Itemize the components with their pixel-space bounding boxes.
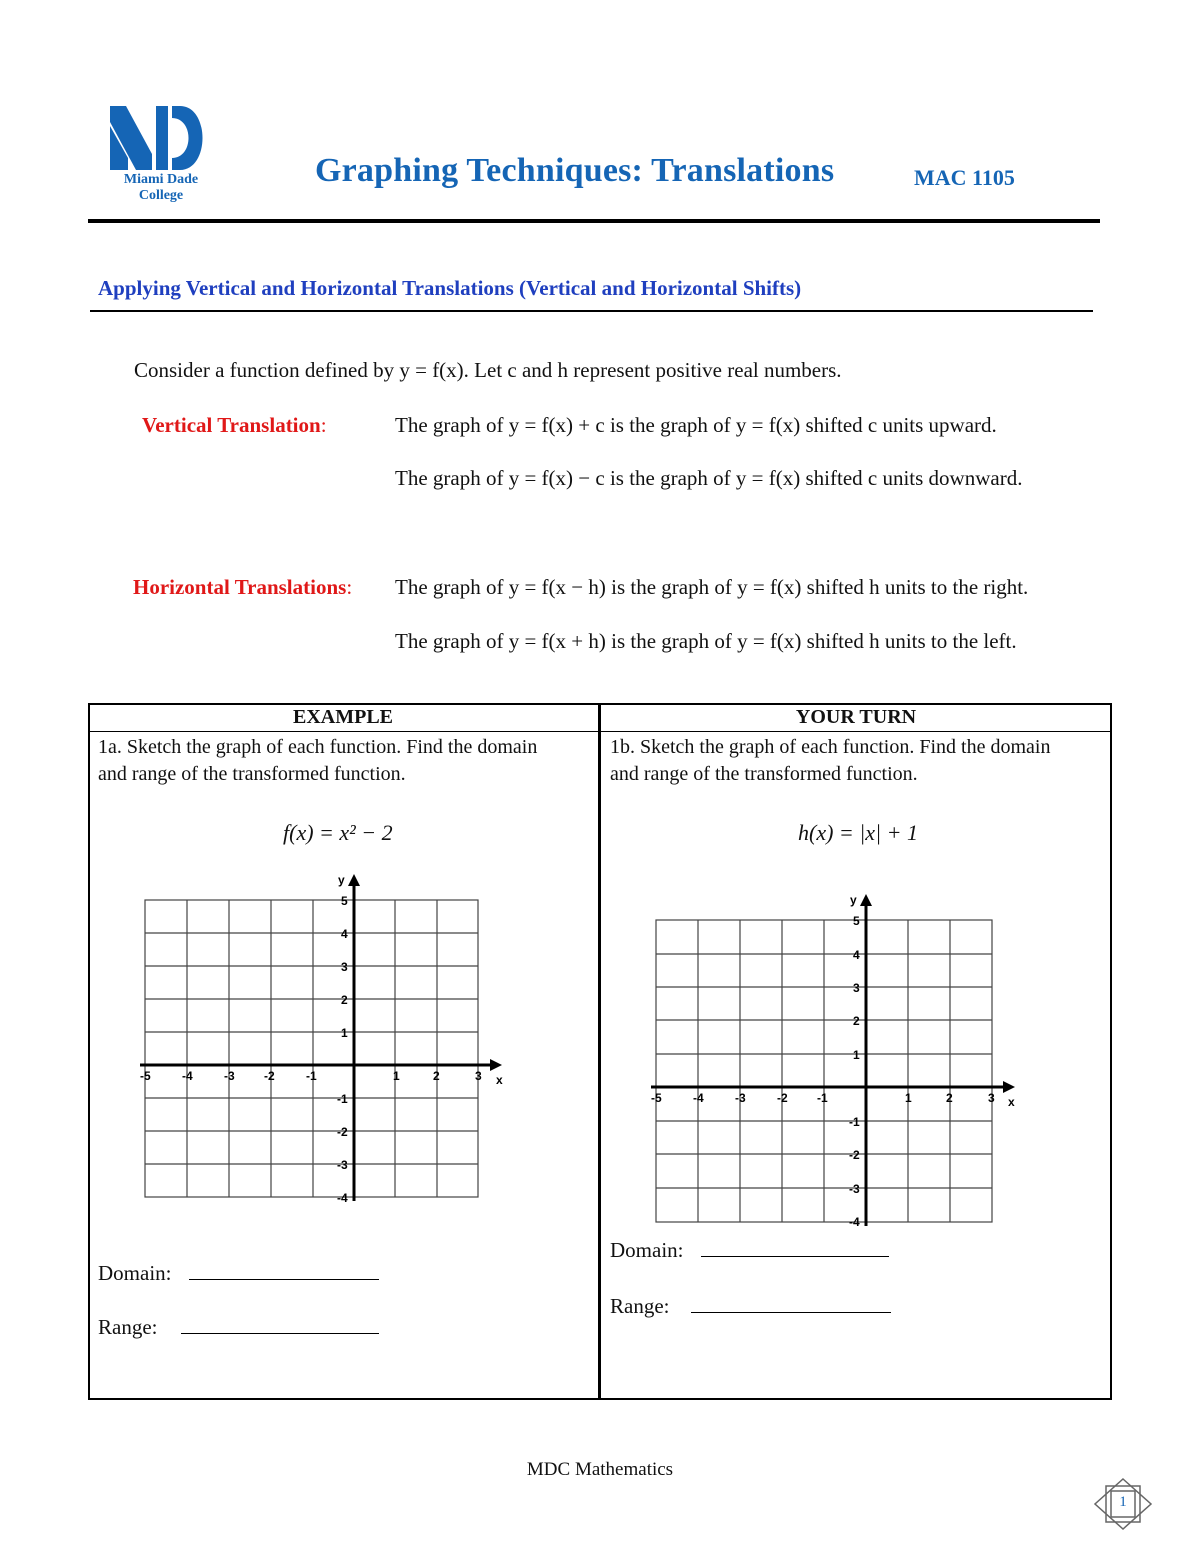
y-tick: -1 <box>849 1115 860 1129</box>
course-code: MAC 1105 <box>914 165 1015 190</box>
example-domain-row <box>98 1261 379 1286</box>
x-tick: -5 <box>140 1069 151 1083</box>
md-logo-icon <box>106 104 216 174</box>
x-tick: -4 <box>693 1091 704 1105</box>
your-turn-prompt: 1b. Sketch the graph of each function. Find the domain and range of the transformed function. <box>610 736 1051 785</box>
vertical-translation-label: Vertical Translation: <box>142 413 327 437</box>
y-tick: 5 <box>341 894 348 908</box>
section-divider <box>90 310 1093 312</box>
horizontal-rule-right: The graph of y = f(x − h) is the graph of y = f(x) shifted h units to the right. <box>395 575 1029 599</box>
example-grid[interactable] <box>130 868 520 1218</box>
x-tick: -1 <box>817 1091 828 1105</box>
logo-line-2: College <box>138 188 184 203</box>
range-answer-blank[interactable] <box>691 1294 891 1313</box>
y-tick: 1 <box>853 1048 860 1062</box>
page-number-badge <box>1094 1478 1152 1530</box>
axes <box>140 884 492 1201</box>
section-title: Applying Vertical and Horizontal Translations (Vertical and Horizontal Shifts) <box>98 276 802 300</box>
grid-lines <box>656 920 992 1222</box>
your-turn-domain-row <box>610 1238 889 1263</box>
x-tick: 3 <box>475 1069 482 1083</box>
y-tick: -1 <box>337 1092 348 1106</box>
y-tick: 4 <box>853 948 860 962</box>
x-axis-arrow-icon <box>490 1059 502 1071</box>
x-tick: 2 <box>946 1091 953 1105</box>
y-tick: -2 <box>337 1125 348 1139</box>
x-tick: -1 <box>306 1069 317 1083</box>
axes <box>651 904 1005 1226</box>
y-axis-label: y <box>850 893 857 907</box>
y-axis-arrow-icon <box>348 874 360 886</box>
x-tick: -5 <box>651 1091 662 1105</box>
your-turn-function: h(x) = |x| + 1 <box>798 820 918 845</box>
x-tick: -3 <box>224 1069 235 1083</box>
x-tick: -4 <box>182 1069 193 1083</box>
range-label: Range: <box>98 1315 158 1339</box>
y-tick: -2 <box>849 1148 860 1162</box>
example-prompt: 1a. Sketch the graph of each function. Find the domain and range of the transformed function. <box>98 736 538 785</box>
y-tick: 2 <box>853 1014 860 1028</box>
intro-consider: Consider a function defined by y = f(x). Let c and h represent positive real numbers. <box>134 358 842 382</box>
domain-label: Domain: <box>610 1238 684 1262</box>
x-tick: 1 <box>393 1069 400 1083</box>
logo-line-1: Miami Dade <box>123 172 199 187</box>
college-logo <box>106 104 216 214</box>
grid-lines <box>145 900 478 1197</box>
y-tick: 1 <box>341 1026 348 1040</box>
y-tick: 3 <box>341 960 348 974</box>
table-header-divider <box>88 731 1112 732</box>
footer-text: MDC Mathematics <box>526 1459 674 1480</box>
vertical-rule-downward: The graph of y = f(x) − c is the graph of y = f(x) shifted c units downward. <box>395 466 1023 490</box>
domain-answer-blank[interactable] <box>701 1238 889 1257</box>
example-range-row <box>98 1315 379 1340</box>
domain-answer-blank[interactable] <box>189 1261 379 1280</box>
x-tick: 3 <box>988 1091 995 1105</box>
example-header: EXAMPLE <box>293 706 393 728</box>
y-tick: -3 <box>337 1158 348 1172</box>
y-tick: 3 <box>853 981 860 995</box>
y-tick: -4 <box>849 1215 860 1229</box>
x-tick: -3 <box>735 1091 746 1105</box>
example-function: f(x) = x² − 2 <box>283 820 393 845</box>
x-tick-labels <box>651 1091 995 1105</box>
y-axis-arrow-icon <box>860 894 872 906</box>
horizontal-translation-label: Horizontal Translations: <box>133 575 353 599</box>
domain-label: Domain: <box>98 1261 172 1285</box>
y-tick: -3 <box>849 1182 860 1196</box>
range-answer-blank[interactable] <box>181 1315 379 1334</box>
x-tick: 1 <box>905 1091 912 1105</box>
y-tick: 2 <box>341 993 348 1007</box>
page-number: 1 <box>1119 1494 1127 1510</box>
x-tick: -2 <box>264 1069 275 1083</box>
y-axis-label: y <box>338 873 345 887</box>
page-title: Graphing Techniques: Translations <box>315 152 835 189</box>
x-axis-label: x <box>1008 1095 1015 1109</box>
your-turn-range-row <box>610 1294 891 1319</box>
your-turn-header: YOUR TURN <box>795 706 917 728</box>
x-tick-labels <box>140 1069 482 1083</box>
x-axis-arrow-icon <box>1003 1081 1015 1093</box>
y-tick: 4 <box>341 927 348 941</box>
range-label: Range: <box>610 1294 670 1318</box>
table-column-divider <box>598 703 601 1400</box>
y-tick-labels <box>337 894 348 1205</box>
x-axis-label: x <box>496 1073 503 1087</box>
header-divider <box>88 219 1100 223</box>
y-tick: 5 <box>853 914 860 928</box>
x-tick: 2 <box>433 1069 440 1083</box>
y-tick-labels <box>849 914 860 1229</box>
vertical-rule-upward: The graph of y = f(x) + c is the graph of y = f(x) shifted c units upward. <box>395 413 997 437</box>
horizontal-rule-left: The graph of y = f(x + h) is the graph of y = f(x) shifted h units to the left. <box>395 629 1017 653</box>
y-tick: -4 <box>337 1191 348 1205</box>
x-tick: -2 <box>777 1091 788 1105</box>
your-turn-grid[interactable] <box>641 888 1031 1238</box>
